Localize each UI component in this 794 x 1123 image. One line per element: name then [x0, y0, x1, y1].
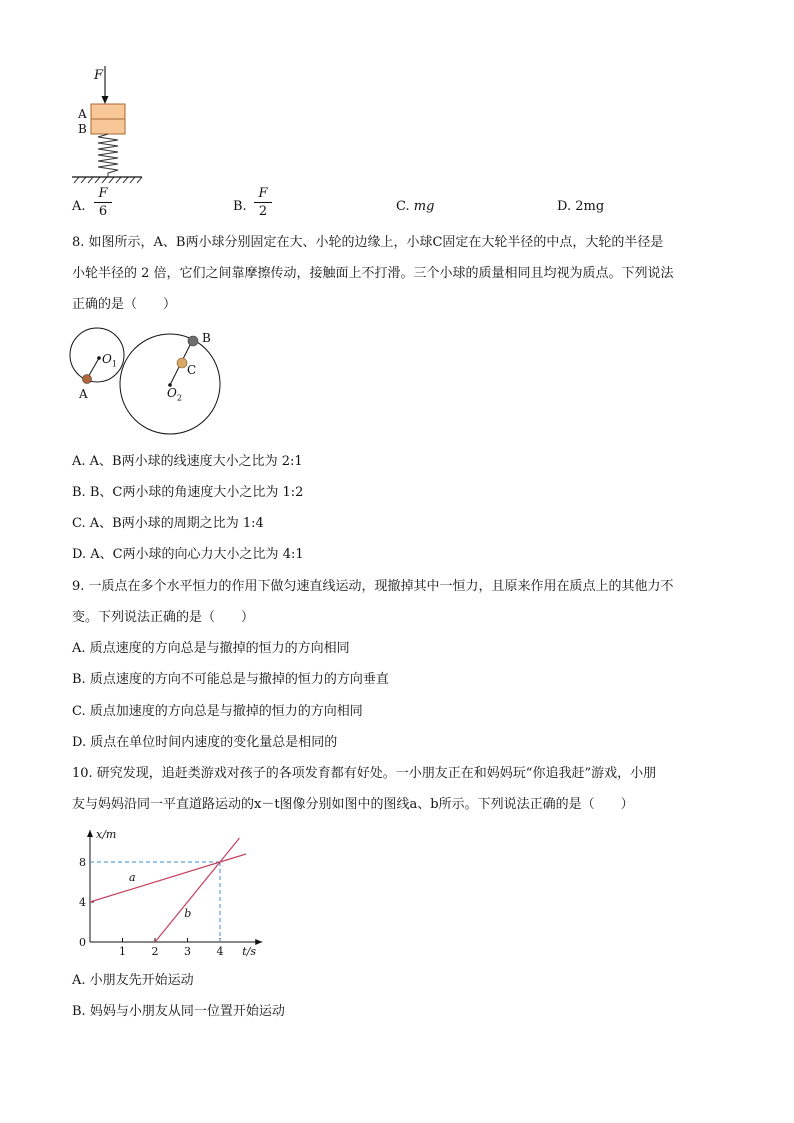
x-tick-label: 3 [184, 945, 191, 958]
y-axis-arrow [87, 830, 93, 837]
q8-option-d[interactable]: D. A、C两小球的向心力大小之比为 4:1 [72, 547, 304, 562]
label-o2: $O_2$ [167, 386, 182, 403]
series-line-a [90, 854, 246, 902]
y-axis-label: x/m [96, 828, 117, 841]
label-b: B [202, 331, 211, 345]
q9-stem-line-2: 变。下列说法正确的是（ ） [72, 610, 255, 625]
ball-b [188, 336, 198, 346]
q7-option-c-text: mg [413, 199, 435, 214]
q8-stem-line-1: 8. 如图所示，A、B两小球分别固定在大、小轮的边缘上，小球C固定在大轮半径的中点，大轮的半径是 [72, 235, 664, 250]
q7-option-d [557, 199, 604, 215]
q7-option-b-fraction [254, 186, 272, 219]
q9-option-d[interactable]: D. 质点在单位时间内速度的变化量总是相同的 [72, 735, 338, 750]
q9-option-c[interactable]: C. 质点加速度的方向总是与撤掉的恒力的方向相同 [72, 704, 363, 719]
q7-option-c-letter: C. [396, 199, 410, 214]
q9-option-b[interactable]: B. 质点速度的方向不可能总是与撤掉的恒力的方向垂直 [72, 672, 389, 687]
q7-option-b-denominator: 2 [258, 204, 268, 219]
label-a: A [79, 387, 88, 401]
q9-stem-line-1: 9. 一质点在多个水平恒力的作用下做匀速直线运动，现撤掉其中一恒力，且原来作用在质点上的其他力不 [72, 579, 674, 594]
q10-stem-line-1: 10. 研究发现，追赶类游戏对孩子的各项发育都有好处。一小朋友正在和妈妈玩“你追我赶”游戏，小朋 [72, 766, 657, 781]
xt-chart [70, 825, 280, 960]
q7-option-a-denominator: 6 [98, 204, 108, 219]
q8-option-b[interactable]: B. B、C两小球的角速度大小之比为 1:2 [72, 485, 304, 500]
q7-option-c [396, 199, 434, 215]
force-label: F [94, 68, 104, 83]
block-a-label: A [78, 107, 87, 121]
q8-option-a[interactable]: A. A、B两小球的线速度大小之比为 2:1 [72, 454, 303, 469]
q7-option-b-numerator: F [258, 186, 268, 201]
q8-stem-line-3: 正确的是（ ） [72, 297, 177, 312]
q9-option-a[interactable]: A. 质点速度的方向总是与撤掉的恒力的方向相同 [72, 641, 350, 656]
x-tick-label: 4 [216, 945, 224, 958]
label-c: C [187, 363, 197, 377]
x-axis-label: t/s [242, 945, 257, 958]
q10-stem-line-2: 友与妈妈沿同一平直道路运动的x－t图像分别如图中的图线a、b所示。下列说法正确的是（ ） [72, 797, 634, 812]
q8-stem-line-2: 小轮半径的 2 倍，它们之间靠摩擦传动，接触面上不打滑。三个小球的质量相同且均视为质点。下列说法 [72, 266, 674, 281]
y-tick-label: 4 [79, 896, 86, 909]
ball-a [83, 375, 92, 384]
series-label-a: a [129, 871, 136, 884]
ball-c [177, 358, 187, 368]
q10-option-b[interactable]: B. 妈妈与小朋友从同一位置开始运动 [72, 1004, 285, 1019]
q7-option-b-letter: B. [233, 199, 247, 214]
origin-label: 0 [79, 936, 86, 949]
q7-option-a-numerator: F [98, 186, 108, 201]
block-b-label: B [78, 122, 87, 136]
y-tick-label: 8 [79, 856, 86, 869]
q10-option-a[interactable]: A. 小朋友先开始运动 [72, 973, 194, 988]
q7-option-d-letter: D. [557, 199, 572, 214]
x-tick-label: 1 [119, 945, 126, 958]
x-axis-arrow [255, 939, 262, 945]
q7-option-a-fraction [94, 186, 112, 219]
label-o1: $O_1$ [102, 352, 117, 369]
q7-option-d-text: 2mg [575, 199, 605, 214]
series-label-b: b [184, 907, 192, 920]
q8-option-c[interactable]: C. A、B两小球的周期之比为 1:4 [72, 516, 264, 531]
x-tick-label: 2 [151, 945, 159, 958]
q7-option-a-letter: A. [72, 199, 86, 214]
series-line-b [155, 838, 240, 942]
